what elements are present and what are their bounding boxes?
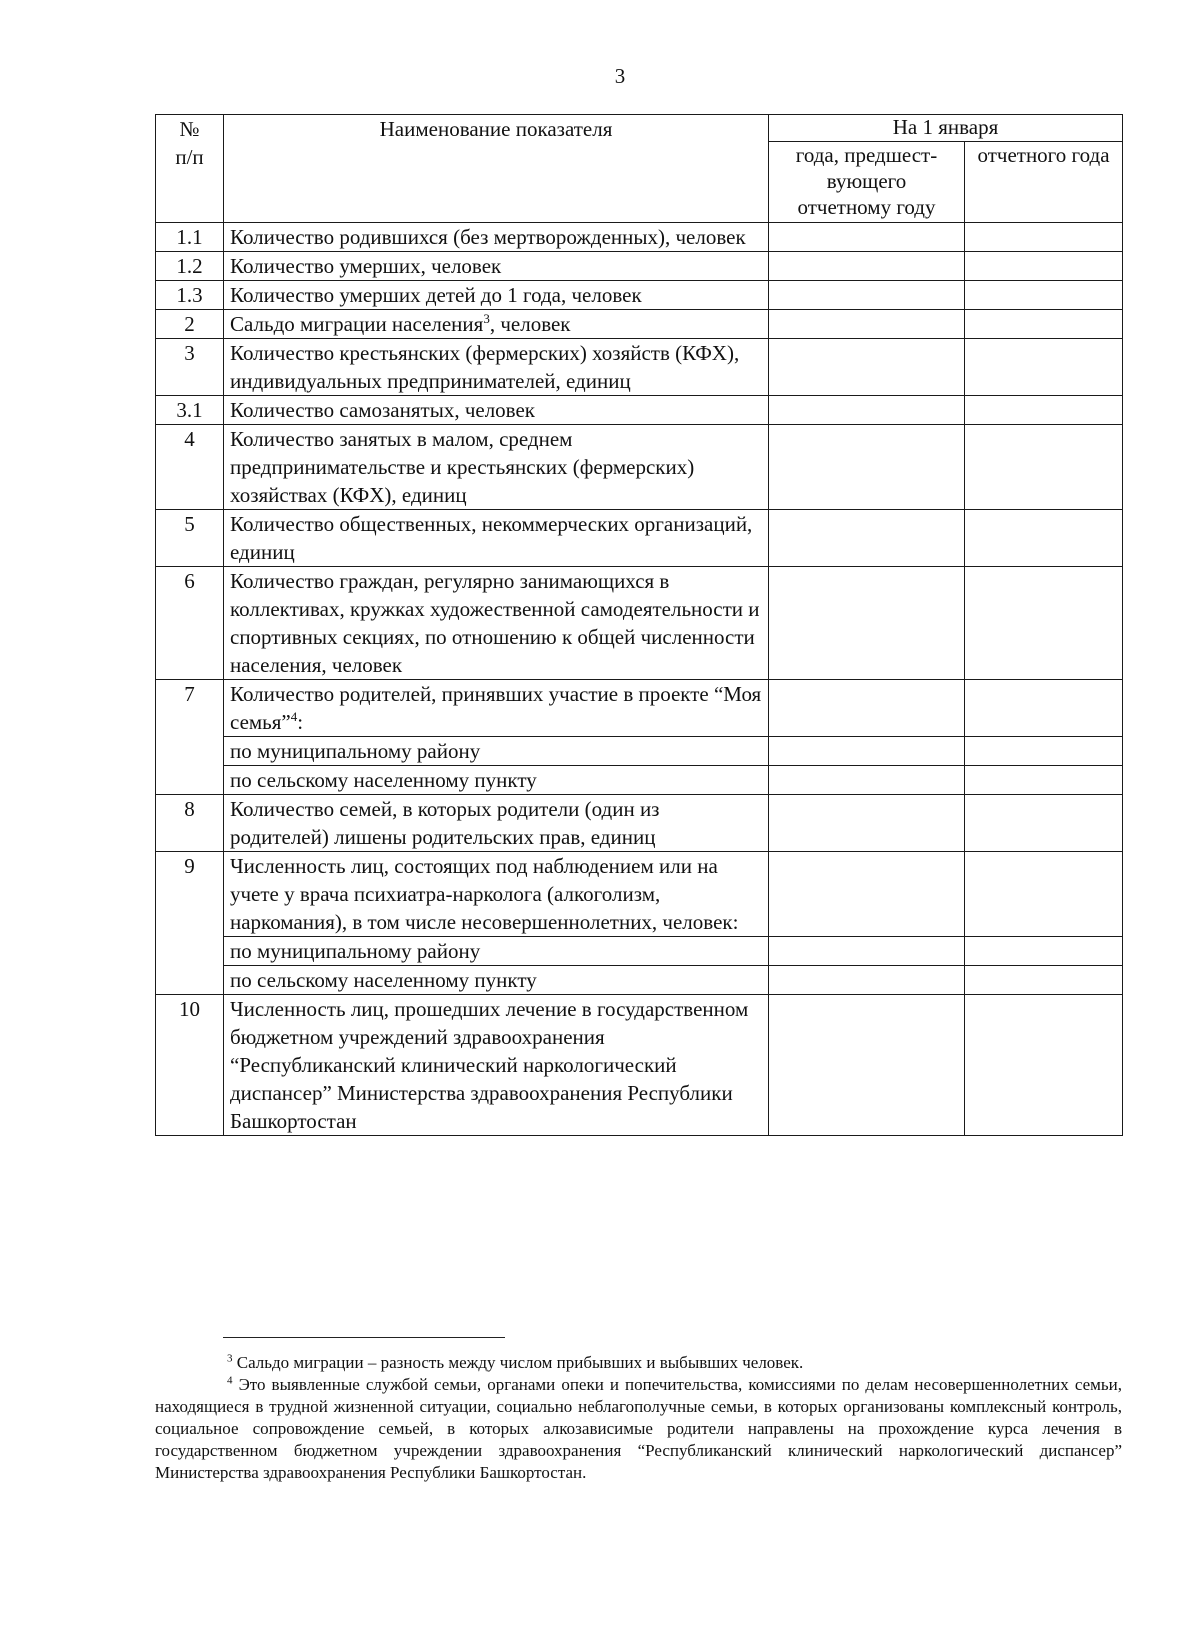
header-row bbox=[156, 115, 1123, 142]
row-number: 5 bbox=[156, 510, 224, 567]
row-subindicator-district: по муниципальному району bbox=[224, 737, 769, 766]
value-previous-year bbox=[769, 795, 965, 852]
table-row bbox=[156, 425, 1123, 510]
row-number: 4 bbox=[156, 425, 224, 510]
row-indicator: Численность лиц, состоящих под наблюдением или на учете у врача психиатра-нарколога (алкоголизм, наркомания), в том числе несовершеннолетних, человек: bbox=[224, 852, 769, 937]
header-number: № п/п bbox=[156, 115, 224, 223]
row-number: 9 bbox=[156, 852, 224, 995]
value-reporting-year bbox=[965, 252, 1123, 281]
row-number: 8 bbox=[156, 795, 224, 852]
value-reporting-year bbox=[965, 510, 1123, 567]
row-indicator-text: Сальдо миграции населения bbox=[230, 312, 484, 336]
value-reporting-year bbox=[965, 766, 1123, 795]
table-subrow bbox=[156, 766, 1123, 795]
footnote-ref-3: 3 bbox=[483, 311, 490, 326]
table-row bbox=[156, 995, 1123, 1136]
value-previous-year bbox=[769, 223, 965, 252]
table-row bbox=[156, 310, 1123, 339]
table-row bbox=[156, 252, 1123, 281]
header-reporting-year: отчетного года bbox=[965, 142, 1123, 223]
table-row bbox=[156, 396, 1123, 425]
table-subrow bbox=[156, 737, 1123, 766]
value-previous-year bbox=[769, 737, 965, 766]
value-reporting-year bbox=[965, 795, 1123, 852]
row-number: 3 bbox=[156, 339, 224, 396]
footnotes bbox=[155, 1352, 1122, 1484]
value-reporting-year bbox=[965, 995, 1123, 1136]
value-previous-year bbox=[769, 310, 965, 339]
value-previous-year bbox=[769, 396, 965, 425]
value-reporting-year bbox=[965, 966, 1123, 995]
value-reporting-year bbox=[965, 680, 1123, 737]
table-row bbox=[156, 680, 1123, 737]
row-indicator-text-end: , человек bbox=[489, 312, 571, 336]
row-number: 1.2 bbox=[156, 252, 224, 281]
row-indicator: Количество семей, в которых родители (один из родителей) лишены родительских прав, единиц bbox=[224, 795, 769, 852]
value-previous-year bbox=[769, 281, 965, 310]
table-row bbox=[156, 852, 1123, 937]
table-subrow bbox=[156, 937, 1123, 966]
table-row bbox=[156, 281, 1123, 310]
row-indicator: Количество общественных, некоммерческих организаций, единиц bbox=[224, 510, 769, 567]
row-number: 1.1 bbox=[156, 223, 224, 252]
table-row bbox=[156, 223, 1123, 252]
value-previous-year bbox=[769, 966, 965, 995]
row-number: 2 bbox=[156, 310, 224, 339]
row-indicator bbox=[224, 310, 769, 339]
header-on-january-1: На 1 января bbox=[769, 115, 1123, 142]
value-reporting-year bbox=[965, 281, 1123, 310]
value-previous-year bbox=[769, 680, 965, 737]
value-previous-year bbox=[769, 510, 965, 567]
row-number: 6 bbox=[156, 567, 224, 680]
row-indicator: Численность лиц, прошедших лечение в государственном бюджетном учреждений здравоохранения “Республиканский клинический наркологический диспансер” Министерства здравоохранения Республики Башкортостан bbox=[224, 995, 769, 1136]
value-reporting-year bbox=[965, 567, 1123, 680]
indicators-table bbox=[155, 114, 1123, 1136]
value-previous-year bbox=[769, 852, 965, 937]
row-subindicator-district: по муниципальному району bbox=[224, 937, 769, 966]
table-subrow bbox=[156, 966, 1123, 995]
value-reporting-year bbox=[965, 425, 1123, 510]
row-indicator: Количество крестьянских (фермерских) хозяйств (КФХ), индивидуальных предпринимателей, единиц bbox=[224, 339, 769, 396]
row-indicator-text: Количество родителей, принявших участие в проекте “Моя семья” bbox=[230, 682, 762, 734]
value-previous-year bbox=[769, 937, 965, 966]
row-indicator: Количество родившихся (без мертворожденных), человек bbox=[224, 223, 769, 252]
row-number: 3.1 bbox=[156, 396, 224, 425]
table-row bbox=[156, 795, 1123, 852]
value-previous-year bbox=[769, 766, 965, 795]
footnote-4-text: Это выявленные службой семьи, органами опеки и попечительства, комиссиями по делам несовершеннолетних семьи, находящиеся в трудной жизненной ситуации, социально неблагополучные семьи, в которых организованы комплексный контроль, социальное сопровождение семьей, в которых алкозависимые родители направлены на прохождение курса лечения в государственном бюджетном учреждении здравоохранения “Республиканский клинический наркологический диспансер” Министерства здравоохранения Республики Башкортостан. bbox=[155, 1375, 1122, 1482]
value-previous-year bbox=[769, 339, 965, 396]
row-indicator: Количество умерших детей до 1 года, человек bbox=[224, 281, 769, 310]
row-indicator bbox=[224, 680, 769, 737]
value-reporting-year bbox=[965, 396, 1123, 425]
row-subindicator-settlement: по сельскому населенному пункту bbox=[224, 966, 769, 995]
footnote-4 bbox=[155, 1374, 1122, 1484]
value-previous-year bbox=[769, 995, 965, 1136]
row-number: 1.3 bbox=[156, 281, 224, 310]
value-reporting-year bbox=[965, 223, 1123, 252]
table-row bbox=[156, 567, 1123, 680]
footnote-4-mark: 4 bbox=[227, 1374, 233, 1387]
table-row bbox=[156, 510, 1123, 567]
value-previous-year bbox=[769, 567, 965, 680]
row-indicator-text-end: : bbox=[297, 710, 304, 734]
footnote-3-mark: 3 bbox=[227, 1352, 233, 1365]
row-indicator: Количество умерших, человек bbox=[224, 252, 769, 281]
value-reporting-year bbox=[965, 339, 1123, 396]
row-number: 10 bbox=[156, 995, 224, 1136]
page-number: 3 bbox=[614, 64, 626, 88]
value-previous-year bbox=[769, 252, 965, 281]
footnote-ref-4: 4 bbox=[290, 709, 298, 724]
row-indicator: Количество занятых в малом, среднем предпринимательстве и крестьянских (фермерских) хозяйствах (КФХ), единиц bbox=[224, 425, 769, 510]
value-reporting-year bbox=[965, 937, 1123, 966]
footnote-3-text: Сальдо миграции – разность между числом прибывших и выбывших человек. bbox=[232, 1353, 804, 1372]
footnote-separator bbox=[223, 1337, 505, 1338]
row-indicator: Количество самозанятых, человек bbox=[224, 396, 769, 425]
row-subindicator-settlement: по сельскому населенному пункту bbox=[224, 766, 769, 795]
table-row bbox=[156, 339, 1123, 396]
header-previous-year: года, предшест-вующего отчетному году bbox=[769, 142, 965, 223]
header-indicator-name: Наименование показателя bbox=[224, 115, 769, 223]
value-reporting-year bbox=[965, 737, 1123, 766]
value-reporting-year bbox=[965, 852, 1123, 937]
value-reporting-year bbox=[965, 310, 1123, 339]
row-number: 7 bbox=[156, 680, 224, 795]
value-previous-year bbox=[769, 425, 965, 510]
footnote-3 bbox=[155, 1352, 1122, 1374]
row-indicator: Количество граждан, регулярно занимающихся в коллективах, кружках художественной самодеятельности и спортивных секциях, по отношению к общей численности населения, человек bbox=[224, 567, 769, 680]
